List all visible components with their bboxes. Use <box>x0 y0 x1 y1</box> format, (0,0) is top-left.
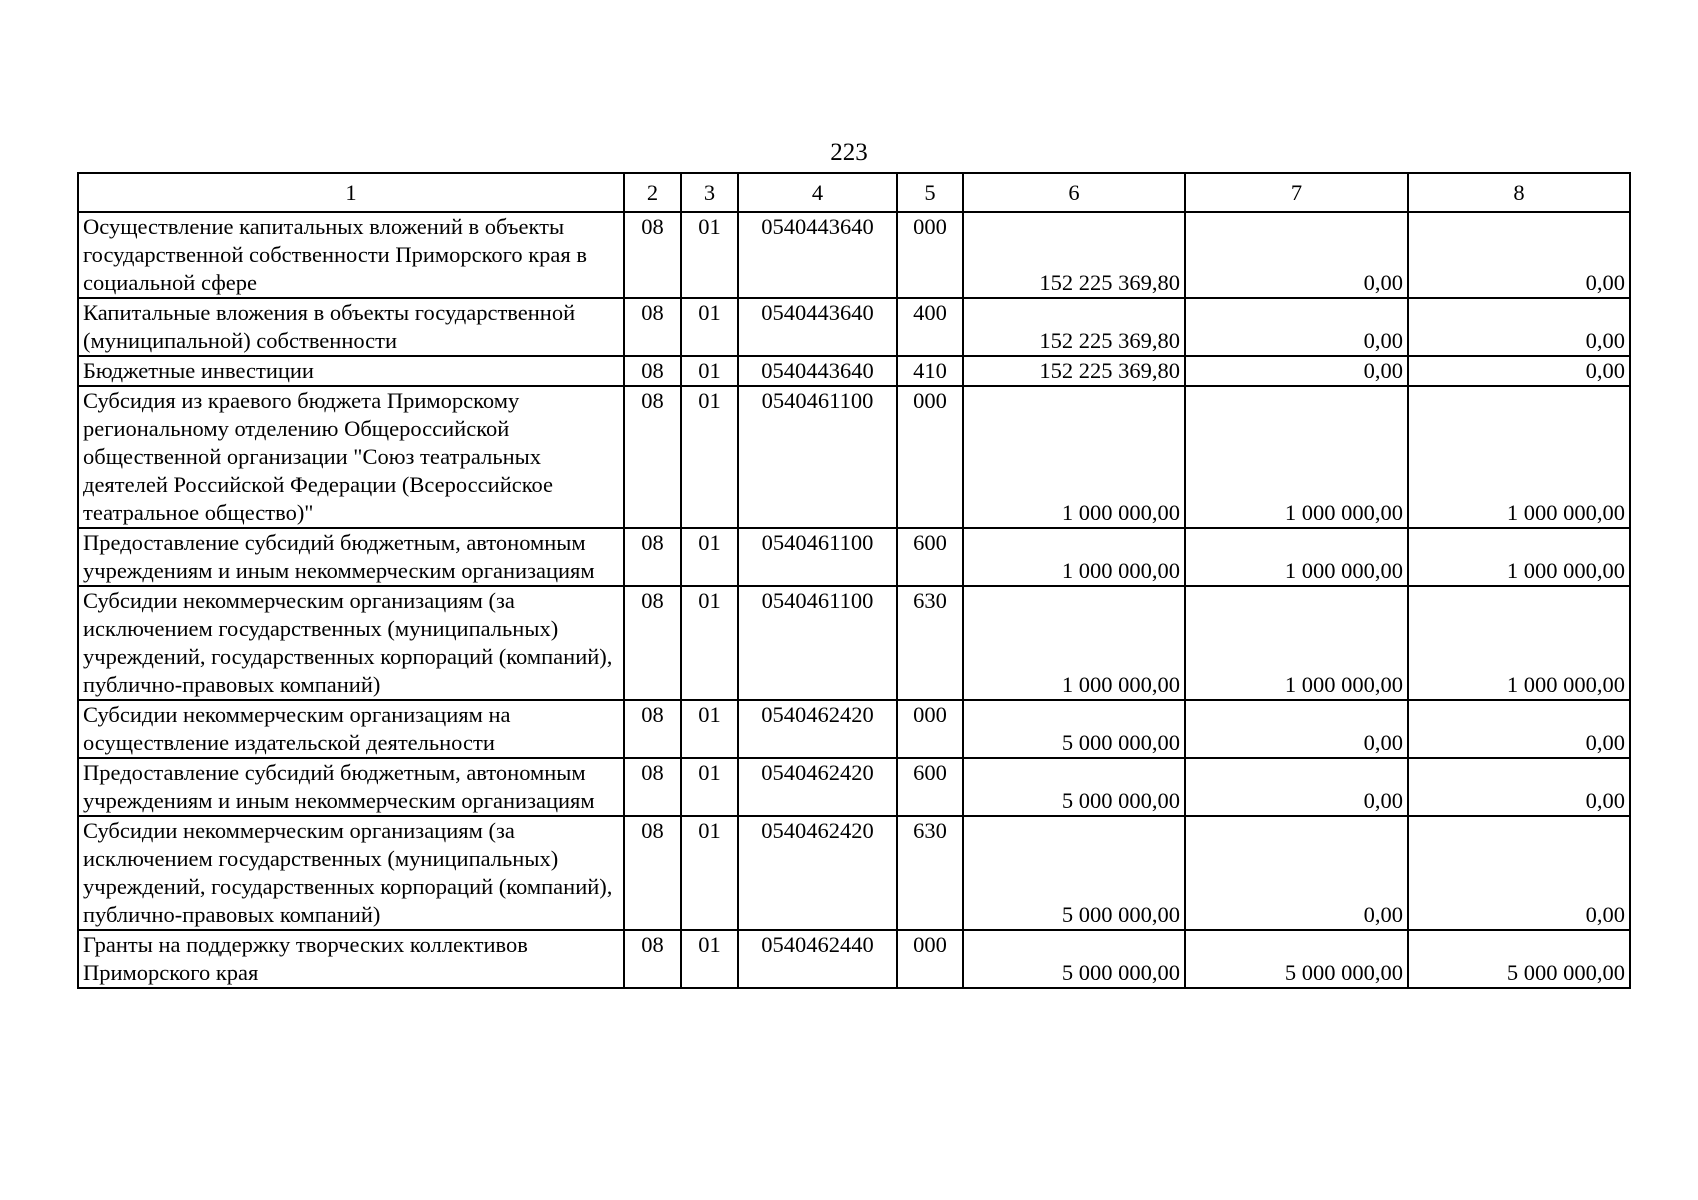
target-article-code: 0540462420 <box>738 758 897 816</box>
amount-col-6: 1 000 000,00 <box>963 528 1185 586</box>
header-row <box>78 173 1630 212</box>
table-row <box>78 298 1630 356</box>
amount-col-7: 0,00 <box>1185 356 1408 386</box>
amount-col-8: 1 000 000,00 <box>1408 528 1630 586</box>
expense-type-code: 000 <box>897 700 963 758</box>
row-name: Предоставление субсидий бюджетным, автономным учреждениям и иным некоммерческим организациям <box>78 758 624 816</box>
amount-col-6: 152 225 369,80 <box>963 356 1185 386</box>
amount-col-7: 0,00 <box>1185 758 1408 816</box>
amount-col-6: 152 225 369,80 <box>963 298 1185 356</box>
section-code: 08 <box>624 758 681 816</box>
table-row <box>78 586 1630 700</box>
column-header: 2 <box>624 173 681 212</box>
target-article-code: 0540443640 <box>738 298 897 356</box>
amount-col-6: 5 000 000,00 <box>963 816 1185 930</box>
amount-col-7: 5 000 000,00 <box>1185 930 1408 988</box>
column-header: 8 <box>1408 173 1630 212</box>
subsection-code: 01 <box>681 298 738 356</box>
column-header: 5 <box>897 173 963 212</box>
budget-table <box>77 172 1631 989</box>
row-name: Субсидия из краевого бюджета Приморскому региональному отделению Общероссийской общественной организации "Союз театральных деятелей Российской Федерации (Всероссийское театральное общество)" <box>78 386 624 528</box>
amount-col-6: 1 000 000,00 <box>963 586 1185 700</box>
section-code: 08 <box>624 586 681 700</box>
amount-col-7: 1 000 000,00 <box>1185 586 1408 700</box>
amount-col-7: 1 000 000,00 <box>1185 528 1408 586</box>
amount-col-8: 0,00 <box>1408 758 1630 816</box>
row-name: Субсидии некоммерческим организациям (за исключением государственных (муниципальных) учреждений, государственных корпораций (компаний), публично-правовых компаний) <box>78 816 624 930</box>
table-row <box>78 700 1630 758</box>
amount-col-8: 0,00 <box>1408 298 1630 356</box>
section-code: 08 <box>624 700 681 758</box>
amount-col-7: 0,00 <box>1185 700 1408 758</box>
column-header: 7 <box>1185 173 1408 212</box>
amount-col-8: 1 000 000,00 <box>1408 586 1630 700</box>
table-row <box>78 212 1630 298</box>
column-header: 6 <box>963 173 1185 212</box>
amount-col-7: 0,00 <box>1185 816 1408 930</box>
page-number: 223 <box>830 139 868 166</box>
section-code: 08 <box>624 930 681 988</box>
amount-col-8: 0,00 <box>1408 212 1630 298</box>
amount-col-6: 5 000 000,00 <box>963 758 1185 816</box>
subsection-code: 01 <box>681 700 738 758</box>
target-article-code: 0540461100 <box>738 386 897 528</box>
section-code: 08 <box>624 816 681 930</box>
expense-type-code: 600 <box>897 528 963 586</box>
subsection-code: 01 <box>681 816 738 930</box>
section-code: 08 <box>624 212 681 298</box>
amount-col-6: 5 000 000,00 <box>963 700 1185 758</box>
section-code: 08 <box>624 386 681 528</box>
row-name: Бюджетные инвестиции <box>78 356 624 386</box>
expense-type-code: 600 <box>897 758 963 816</box>
target-article-code: 0540443640 <box>738 212 897 298</box>
row-name: Гранты на поддержку творческих коллективов Приморского края <box>78 930 624 988</box>
amount-col-8: 0,00 <box>1408 700 1630 758</box>
row-name: Субсидии некоммерческим организациям на осуществление издательской деятельности <box>78 700 624 758</box>
target-article-code: 0540461100 <box>738 586 897 700</box>
target-article-code: 0540461100 <box>738 528 897 586</box>
target-article-code: 0540462420 <box>738 816 897 930</box>
section-code: 08 <box>624 298 681 356</box>
row-name: Субсидии некоммерческим организациям (за исключением государственных (муниципальных) учреждений, государственных корпораций (компаний), публично-правовых компаний) <box>78 586 624 700</box>
subsection-code: 01 <box>681 930 738 988</box>
expense-type-code: 630 <box>897 816 963 930</box>
amount-col-8: 5 000 000,00 <box>1408 930 1630 988</box>
table-row <box>78 758 1630 816</box>
amount-col-7: 0,00 <box>1185 212 1408 298</box>
row-name: Капитальные вложения в объекты государственной (муниципальной) собственности <box>78 298 624 356</box>
target-article-code: 0540443640 <box>738 356 897 386</box>
section-code: 08 <box>624 356 681 386</box>
target-article-code: 0540462440 <box>738 930 897 988</box>
amount-col-6: 152 225 369,80 <box>963 212 1185 298</box>
table-row <box>78 356 1630 386</box>
expense-type-code: 000 <box>897 930 963 988</box>
amount-col-8: 0,00 <box>1408 816 1630 930</box>
amount-col-6: 1 000 000,00 <box>963 386 1185 528</box>
subsection-code: 01 <box>681 386 738 528</box>
target-article-code: 0540462420 <box>738 700 897 758</box>
subsection-code: 01 <box>681 356 738 386</box>
subsection-code: 01 <box>681 586 738 700</box>
amount-col-8: 1 000 000,00 <box>1408 386 1630 528</box>
expense-type-code: 410 <box>897 356 963 386</box>
column-header: 4 <box>738 173 897 212</box>
column-header: 1 <box>78 173 624 212</box>
table-row <box>78 930 1630 988</box>
row-name: Осуществление капитальных вложений в объекты государственной собственности Приморского края в социальной сфере <box>78 212 624 298</box>
column-header: 3 <box>681 173 738 212</box>
expense-type-code: 630 <box>897 586 963 700</box>
expense-type-code: 400 <box>897 298 963 356</box>
section-code: 08 <box>624 528 681 586</box>
amount-col-7: 0,00 <box>1185 298 1408 356</box>
expense-type-code: 000 <box>897 212 963 298</box>
amount-col-7: 1 000 000,00 <box>1185 386 1408 528</box>
amount-col-8: 0,00 <box>1408 356 1630 386</box>
table-row <box>78 816 1630 930</box>
subsection-code: 01 <box>681 528 738 586</box>
amount-col-6: 5 000 000,00 <box>963 930 1185 988</box>
table-row <box>78 528 1630 586</box>
table-row <box>78 386 1630 528</box>
expense-type-code: 000 <box>897 386 963 528</box>
row-name: Предоставление субсидий бюджетным, автономным учреждениям и иным некоммерческим организациям <box>78 528 624 586</box>
subsection-code: 01 <box>681 212 738 298</box>
subsection-code: 01 <box>681 758 738 816</box>
